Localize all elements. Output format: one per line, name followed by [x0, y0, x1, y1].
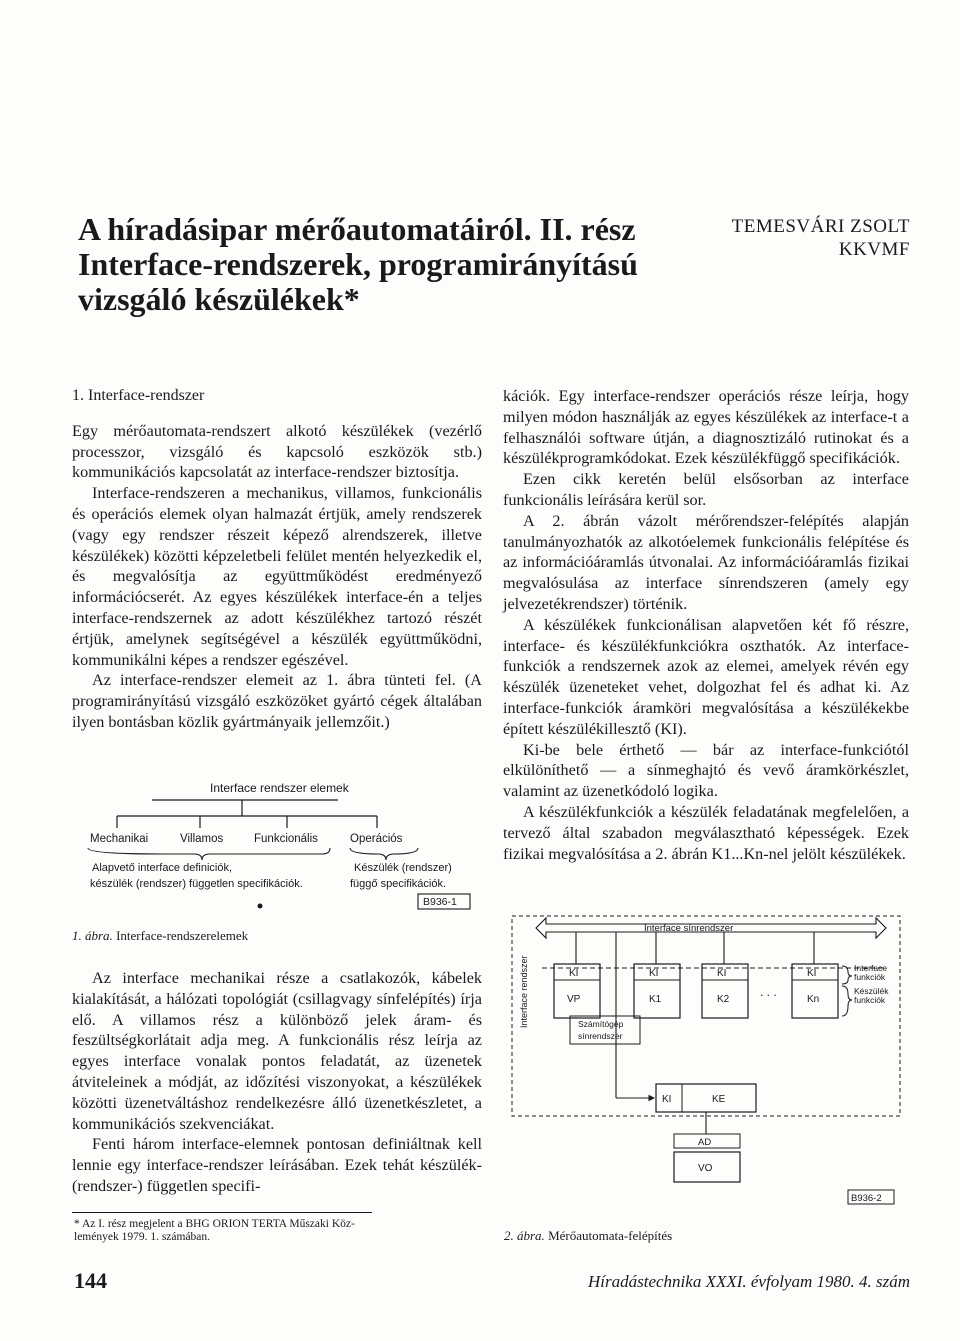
fig2-ad: AD	[698, 1137, 712, 1148]
fig2-code: B936-2	[851, 1193, 882, 1204]
fig1-caption-number: 1. ábra.	[72, 928, 113, 943]
footnote-line-2: lemények 1979. 1. számában.	[74, 1231, 211, 1243]
title-line-1: A híradásipar mérőautomatáiról. II. rész	[78, 211, 636, 247]
fig2-ki-2: KI	[649, 968, 659, 979]
figure-1-caption	[72, 928, 248, 944]
fig1-root: Interface rendszer elemek	[210, 781, 349, 795]
figure-2-caption	[504, 1228, 672, 1244]
footnote-line-1: * Az I. rész megjelent a BHG ORION TERTA Műszaki Köz-	[74, 1218, 355, 1230]
article-title	[78, 212, 678, 317]
left-paragraph-5: Fenti három interface-elemnek pontosan definiáltnak kell lennie egy interface-rendszer leírásában. Ezek tehát készülék- (rendszer-) független specifi-	[72, 1135, 482, 1195]
fig2-ke: KE	[712, 1094, 726, 1105]
fig2-ki-3: KI	[717, 968, 727, 979]
left-column-top	[72, 386, 482, 733]
fig1-group-right-2: függő specifikációk.	[350, 878, 446, 890]
fig1-child-funkcionalis: Funkcionális	[254, 833, 318, 845]
running-footer: Híradástechnika XXXI. évfolyam 1980. 4. szám	[588, 1272, 910, 1291]
fig2-bus-label: Interface sínrendszer	[644, 923, 734, 934]
title-line-2: Interface-rendszerek, programirányítású	[78, 246, 638, 282]
fig2-legend-2b: funkciók	[854, 995, 886, 1005]
fig2-k1: K1	[649, 994, 662, 1005]
page-number: 144	[74, 1268, 107, 1293]
title-line-3: vizsgáló készülékek*	[78, 281, 360, 317]
right-paragraph-4: A készülékek funkcionálisan alapvetően két fő részre, interface- és készülékfunkciókra oszthatók. Az interface-funkciók a rendszernek azok az elemei, amelyek révén egy készülék üzeneteket vehet, dolgozhat fel és adhat ki. Az interface-funkciók áramköri megvalósítása a készülékekbe épített készülékillesztő (KI).	[503, 615, 909, 738]
figure-2-diagram	[506, 908, 910, 1210]
author-name: TEMESVÁRI ZSOLT	[731, 216, 910, 237]
fig1-caption-text: Interface-rendszerelemek	[116, 928, 249, 943]
left-paragraph-2: Interface-rendszeren a mechanikus, villamos, funkcionális és operációs elemek olyan halmazát értjük, amely rendszerek (vagy egy rendszer részeit képező alrendszerek, illetve készülékek) közötti képzeletbeli felület mentén helyezkedik el, és megvalósítja az együttműködést eredményező információcserét. Az egyes készülékek interface-én a teljes interface-rendszernek az adott készülékhez tartozó részét értjük, amelynek segítségével a készülék együttműködni, kommunikálni képes a rendszer egészével.	[72, 484, 482, 669]
left-paragraph-1: Egy mérőautomata-rendszert alkotó készülékek (vezérlő processzor, vizsgáló és kapcsoló eszközök stb.) kommunikációs kapcsolatát az interface-rendszer biztosítja.	[72, 421, 482, 482]
fig2-sinrendszer: sínrendszer	[578, 1031, 623, 1041]
fig2-k2: K2	[717, 994, 730, 1005]
fig1-child-operacios: Operációs	[350, 833, 403, 845]
fig2-caption-text: Mérőautomata-felépítés	[548, 1228, 673, 1243]
footnote	[74, 1218, 494, 1244]
fig2-vo: VO	[698, 1163, 713, 1174]
fig2-legend-1: Interface	[854, 963, 888, 973]
fig2-legend-2: Készülék	[854, 986, 889, 996]
left-paragraph-3: Az interface-rendszer elemeit az 1. ábra tünteti fel. (A programirányítású vizsgáló eszközöket gyártó cégek általában ilyen bontásban közlik gyártmányaik jellemzőit.)	[72, 671, 482, 731]
fig1-group-left: Alapvető interface definiciók,	[92, 862, 233, 874]
fig2-legend-1b: funkciók	[854, 972, 886, 982]
footnote-rule	[72, 1212, 372, 1213]
fig1-group-right: Készülék (rendszer)	[354, 862, 452, 874]
left-paragraph-4: Az interface mechanikai része a csatlakozók, kábelek kialakítását, a hálózati topológiát (csillagvagy sínfelépítés) írja elő. A villamos rész a különböző jelek áram- és feszültségkorlátait adja meg. A funkcionális rész leírja az egyes interface vonalak pontos feladatát, az üzenetek átviteleinek a módját, az időzítési viszonyokat, a készülékek közötti üzenetváltáshoz rendelkezésre álló üzenetkészletet, a kommunikációs szekvenciákat.	[72, 969, 482, 1133]
right-column	[503, 386, 909, 864]
svg-text:. . .: . . .	[760, 985, 777, 999]
fig2-ki-1: KI	[569, 968, 579, 979]
section-heading: 1. Interface-rendszer	[72, 387, 205, 404]
fig2-ki-5: KI	[662, 1094, 672, 1105]
right-paragraph-6: A készülékfunkciók a készülék feladatának megfelelően, a tervező által szabadon megválasztható képességek. Ezek fizikai megvalósítása a 2. ábrán K1...Kn-nel jelölt készülékek.	[503, 802, 909, 863]
right-paragraph-5: Ki-be bele érthető — bár az interface-funkciótól elkülöníthető — a sínmeghajtó és vevő áramkörkészlet, valamint az üzenetkódoló logika.	[503, 740, 909, 801]
figure-1-diagram	[82, 770, 502, 910]
author-affiliation: KKVMF	[838, 239, 910, 260]
fig1-group-left-2: készülék (rendszer) független specifikációk.	[90, 878, 303, 890]
fig2-ki-4: KI	[807, 968, 817, 979]
fig1-code: B936-1	[423, 896, 457, 908]
right-paragraph-2: Ezen cikk keretén belül elsősorban az interface funkcionális leírására kerül sor.	[503, 470, 909, 509]
fig2-caption-number: 2. ábra.	[504, 1228, 545, 1243]
fig2-szamitogep: Számítógép	[578, 1019, 624, 1029]
fig1-child-mechanikai: Mechanikai	[90, 833, 149, 845]
author-block	[732, 215, 910, 261]
fig2-side-label: Interface rendszer	[519, 955, 529, 1028]
fig2-vp: VP	[567, 994, 581, 1005]
left-column-bottom	[72, 968, 482, 1197]
fig2-kn: Kn	[807, 994, 820, 1005]
fig1-child-villamos: Villamos	[180, 833, 224, 845]
right-paragraph-3: A 2. ábrán vázolt mérőrendszer-felépítés alapján tanulmányozhatók az alkotóelemek funkcionális felépítése és az információáramlás útvonalai. Az információáramlás fizikai megvalósulása az interface sínrendszeren (amely egy jelvezetékrendszer) történik.	[503, 511, 909, 613]
right-paragraph-1: kációk. Egy interface-rendszer operációs része leírja, hogy milyen módon használják az egyes készülékek az interface-t a felhasználói software útján, a diagnosztizáló rutinokat és a készülékprogramkódokat. Ezek készülékfüggő specifikációk.	[503, 387, 909, 468]
